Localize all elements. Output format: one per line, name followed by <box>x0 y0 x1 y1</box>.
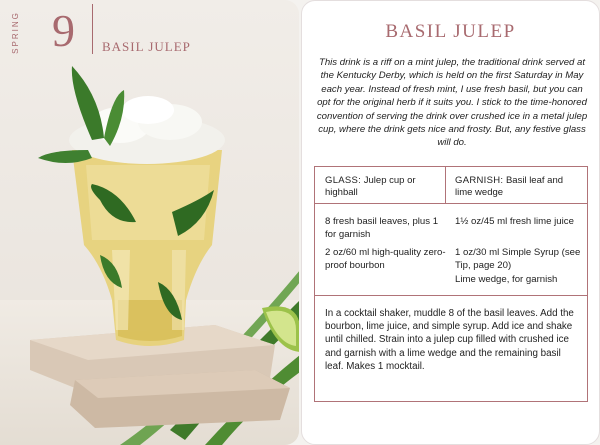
recipe-title: BASIL JULEP <box>385 21 516 42</box>
method-rule <box>315 295 587 296</box>
glass-label: GLASS: <box>325 175 362 186</box>
header-divider <box>445 167 446 203</box>
season-label: SPRING <box>10 11 20 54</box>
ingredient-item: 1½ oz/45 ml fresh lime juice <box>455 216 574 227</box>
ingredient-item: Lime wedge, for garnish <box>455 274 558 285</box>
ingredient-item: 1 oz/30 ml Simple Syrup (see Tip, page 20) <box>455 247 581 271</box>
number-divider <box>92 4 93 54</box>
garnish-value: Basil leaf and lime wedge <box>455 175 564 198</box>
recipe-card <box>301 0 600 445</box>
recipe-number: 9 <box>52 5 75 56</box>
julep-glass <box>72 150 222 346</box>
photo-card <box>0 0 299 445</box>
photo-card-title: BASIL JULEP <box>102 39 191 54</box>
header-rule <box>315 203 587 204</box>
recipe-details-box <box>314 166 588 402</box>
garnish-info <box>455 175 583 199</box>
recipe-intro: This drink is a riff on a mint julep, the traditional drink served at the Kentucky Derby, which is held on the first Saturday in May each year. Instead of fresh mint, I use fresh basil, but you can opt for the original herb if it suits you. I stick to the time-honored convention of serving the drink over crushed ice in a metal julep cup, where the drink gets nice and frosty. But, any festive glass will do. <box>316 57 588 149</box>
recipe-method: In a cocktail shaker, muddle 8 of the basil leaves. Add the bourbon, lime juice, and simple syrup. Add ice and shake until chilled. Strain into a julep cup filled with crushed ice and garnish with a lime wedge and the remaining basil leaf. Makes 1 mocktail. <box>325 308 574 372</box>
ingredient-item: 2 oz/60 ml high-quality zero-proof bourbon <box>325 247 446 271</box>
glass-info <box>325 175 441 199</box>
cocktail-photo <box>0 0 299 445</box>
glass-value: Julep cup or highball <box>325 175 416 198</box>
garnish-label: GARNISH: <box>455 175 504 186</box>
ingredient-item: 8 fresh basil leaves, plus 1 for garnish <box>325 216 439 240</box>
